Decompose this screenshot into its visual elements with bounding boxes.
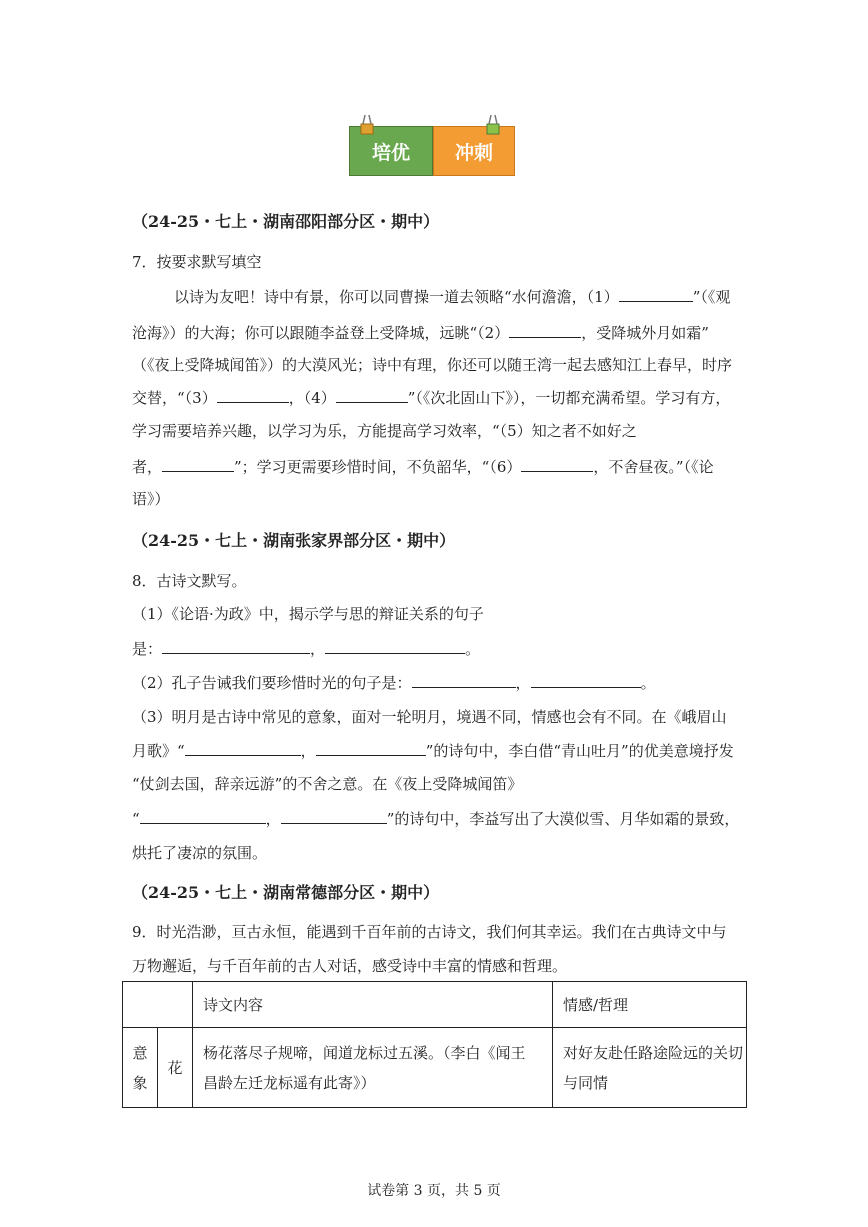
answer-blank[interactable] [162,457,234,472]
text-line: 烘托了凄凉的氛围。 [132,844,268,862]
table-header-content: 诗文内容 [193,982,553,1028]
answer-blank[interactable] [140,809,266,824]
answer-blank[interactable] [531,673,641,688]
table-content-cell: 杨花落尽子规啼，闻道龙标过五溪。（李白《闻王 昌龄左迁龙标遥有此寄》） [193,1028,553,1108]
text-line: （《夜上受降城闻笛》）的大漠风光；诗中有理，你还可以随王湾一起去感知江上春早，时序 [132,356,733,374]
text-line: （1）《论语·为政》中，揭示学与思的辩证关系的句子 [132,605,484,623]
question-source: （24-25・七上・湖南邵阳部分区・期中） [132,212,440,231]
text-line: 语》） [132,490,170,508]
text-line: 是： ， 。 [132,640,481,658]
answer-blank[interactable] [185,741,301,756]
question-title: 7．按要求默写填空 [132,253,262,271]
answer-blank[interactable] [162,639,310,654]
table-header-row [123,982,747,1028]
answer-blank[interactable] [412,673,516,688]
table-corner-cell [123,982,193,1028]
text-line: “仗剑去国，辞亲远游”的不舍之意。在《夜上受降城闻笛》 [132,775,523,793]
answer-blank[interactable] [316,741,426,756]
text-line: （3）明月是古诗中常见的意象，面对一轮明月，境遇不同，情感也会有不同。在《峨眉山 [132,708,727,726]
text-line: 学习需要培养兴趣，以学习为乐，方能提高学习效率，“（5）知之者不如好之 [132,422,637,440]
text-line: 交替，“（3） ，（4） ”（《次北固山下》），一切都充满希望。学习有方， [132,389,731,407]
answer-blank[interactable] [325,639,465,654]
banner-right-label: 冲刺 [433,126,515,176]
table-header-emotion: 情感/哲理 [553,982,747,1028]
section-banner [349,126,515,176]
answer-blank[interactable] [509,323,581,338]
answer-blank[interactable] [336,388,408,403]
question-source: （24-25・七上・湖南张家界部分区・期中） [132,531,456,550]
banner-left-label: 培优 [349,126,433,176]
table-emotion-cell: 对好友赴任路途险远的关切 与同情 [553,1028,747,1108]
text-line: “ ， ”的诗句中，李益写出了大漠似雪、月华如霜的景致， [132,810,740,828]
text-line: 9．时光浩渺，亘古永恒，能遇到千百年前的古诗文，我们何其幸运。我们在古典诗文中与 [132,923,727,941]
answer-blank[interactable] [619,287,693,302]
table-category-cell: 意 象 [123,1028,158,1108]
text-line: 沧海》）的大海；你可以跟随李益登上受降城，远眺“（2） ，受降城外月如霜” [132,324,709,342]
binder-clip-icon [359,114,375,136]
poem-table [122,981,747,1108]
table-row [123,1028,747,1108]
text-line: 者， ”；学习更需要珍惜时间，不负韶华，“（6） ，不舍昼夜。”（《论 [132,458,714,476]
binder-clip-icon [485,114,501,136]
text-line: （2）孔子告诫我们要珍惜时光的句子是： ， 。 [132,674,656,692]
text-line: 万物邂逅，与千百年前的古人对话，感受诗中丰富的情感和哲理。 [132,957,568,975]
text-line: 以诗为友吧！诗中有景，你可以同曹操一道去领略“水何澹澹，（1） ”（《观 [174,288,731,306]
page-footer: 试卷第 3 页，共 5 页 [367,1183,501,1199]
question-source: （24-25・七上・湖南常德部分区・期中） [132,883,440,902]
table-item-cell: 花 [158,1028,193,1108]
answer-blank[interactable] [521,457,593,472]
text-line: 月歌》“ ， ”的诗句中，李白借“青山吐月”的优美意境抒发 [132,742,734,760]
question-title: 8．古诗文默写。 [132,572,247,590]
answer-blank[interactable] [281,809,387,824]
answer-blank[interactable] [217,388,289,403]
